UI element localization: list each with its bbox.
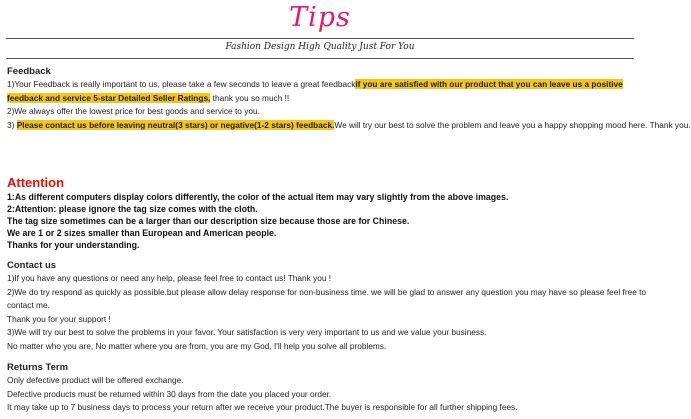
returns-section: [7, 362, 635, 415]
attention-line: Thanks for your understanding.: [7, 240, 140, 250]
contact-line: No matter who you are, No matter where you are from, you are my God, I'll help you solve all problems.: [7, 340, 387, 351]
contact-section: [7, 260, 647, 353]
attention-section: [7, 175, 635, 251]
page-title: Tips: [289, 2, 351, 33]
slogan: Fashion Design High Quality Just For You: [225, 42, 415, 52]
contact-line: Thank you for your support !: [7, 313, 111, 324]
returns-heading: Returns Term: [7, 362, 69, 373]
attention-line: The tag size sometimes can be a larger than our description size because those are for Chinese.: [7, 216, 410, 226]
top-divider: [6, 38, 634, 39]
feedback-line-3-highlight: Please contact us before leaving neutral(3 stars) or negative(1-2 stars) feedback.: [16, 119, 335, 130]
feedback-line-1: [7, 78, 635, 105]
feedback-line-1-end: thank you so much !!: [210, 92, 290, 103]
bottom-divider: [6, 58, 634, 59]
contact-line: contact me.: [7, 300, 50, 310]
feedback-line-1-text: 1)Your Feedback is really important to us, please take a few seconds to leave a great feedback: [7, 79, 356, 89]
feedback-line-3-text: 3): [7, 119, 17, 130]
contact-line: 1)If you have any questions or need any help, please feel free to contact us! Thank you !: [7, 273, 332, 283]
feedback-heading: Feedback: [7, 66, 51, 77]
returns-line: Only defective product will be offered exchange.: [7, 375, 184, 385]
attention-line: 2:Attention: please ignore the tag size comes with the cloth.: [7, 204, 258, 214]
returns-line: It may take up to 7 business days to process your return after we receive your product.The buyer is responsible for all further shipping fees.: [7, 402, 518, 412]
feedback-line-3: [7, 119, 691, 133]
feedback-line-3-end: We will try our best to solve the problem and leave you a happy shopping mood here. Thank you.: [334, 119, 691, 130]
attention-line: We are 1 or 2 sizes smaller than European and American people.: [7, 228, 277, 238]
contact-line: 3)We will try our best to solve the problems in your favor. Your satisfaction is very very important to us and we value your business.: [7, 327, 487, 337]
feedback-line-2: 2)We always offer the lowest price for best goods and service to you.: [7, 106, 260, 116]
contact-line: 2)We do try respond as quickly as possible.but please allow delay response for non-business time. we will be glad to answer any question you may have so please feel free to: [7, 286, 647, 297]
returns-line: Defective products must be returned within 30 days from the date you placed your order.: [7, 388, 332, 399]
contact-heading: Contact us: [7, 260, 57, 271]
attention-heading: Attention: [7, 175, 65, 190]
feedback-line-1-highlight: if you are satisfied with our product that you can leave us a positive feedback and service 5-star Detailed Seller Ratings,: [7, 79, 623, 103]
attention-line: 1:As different computers display colors differently, the color of the actual item may vary slightly from the above images.: [7, 192, 509, 202]
feedback-section: [7, 66, 691, 132]
